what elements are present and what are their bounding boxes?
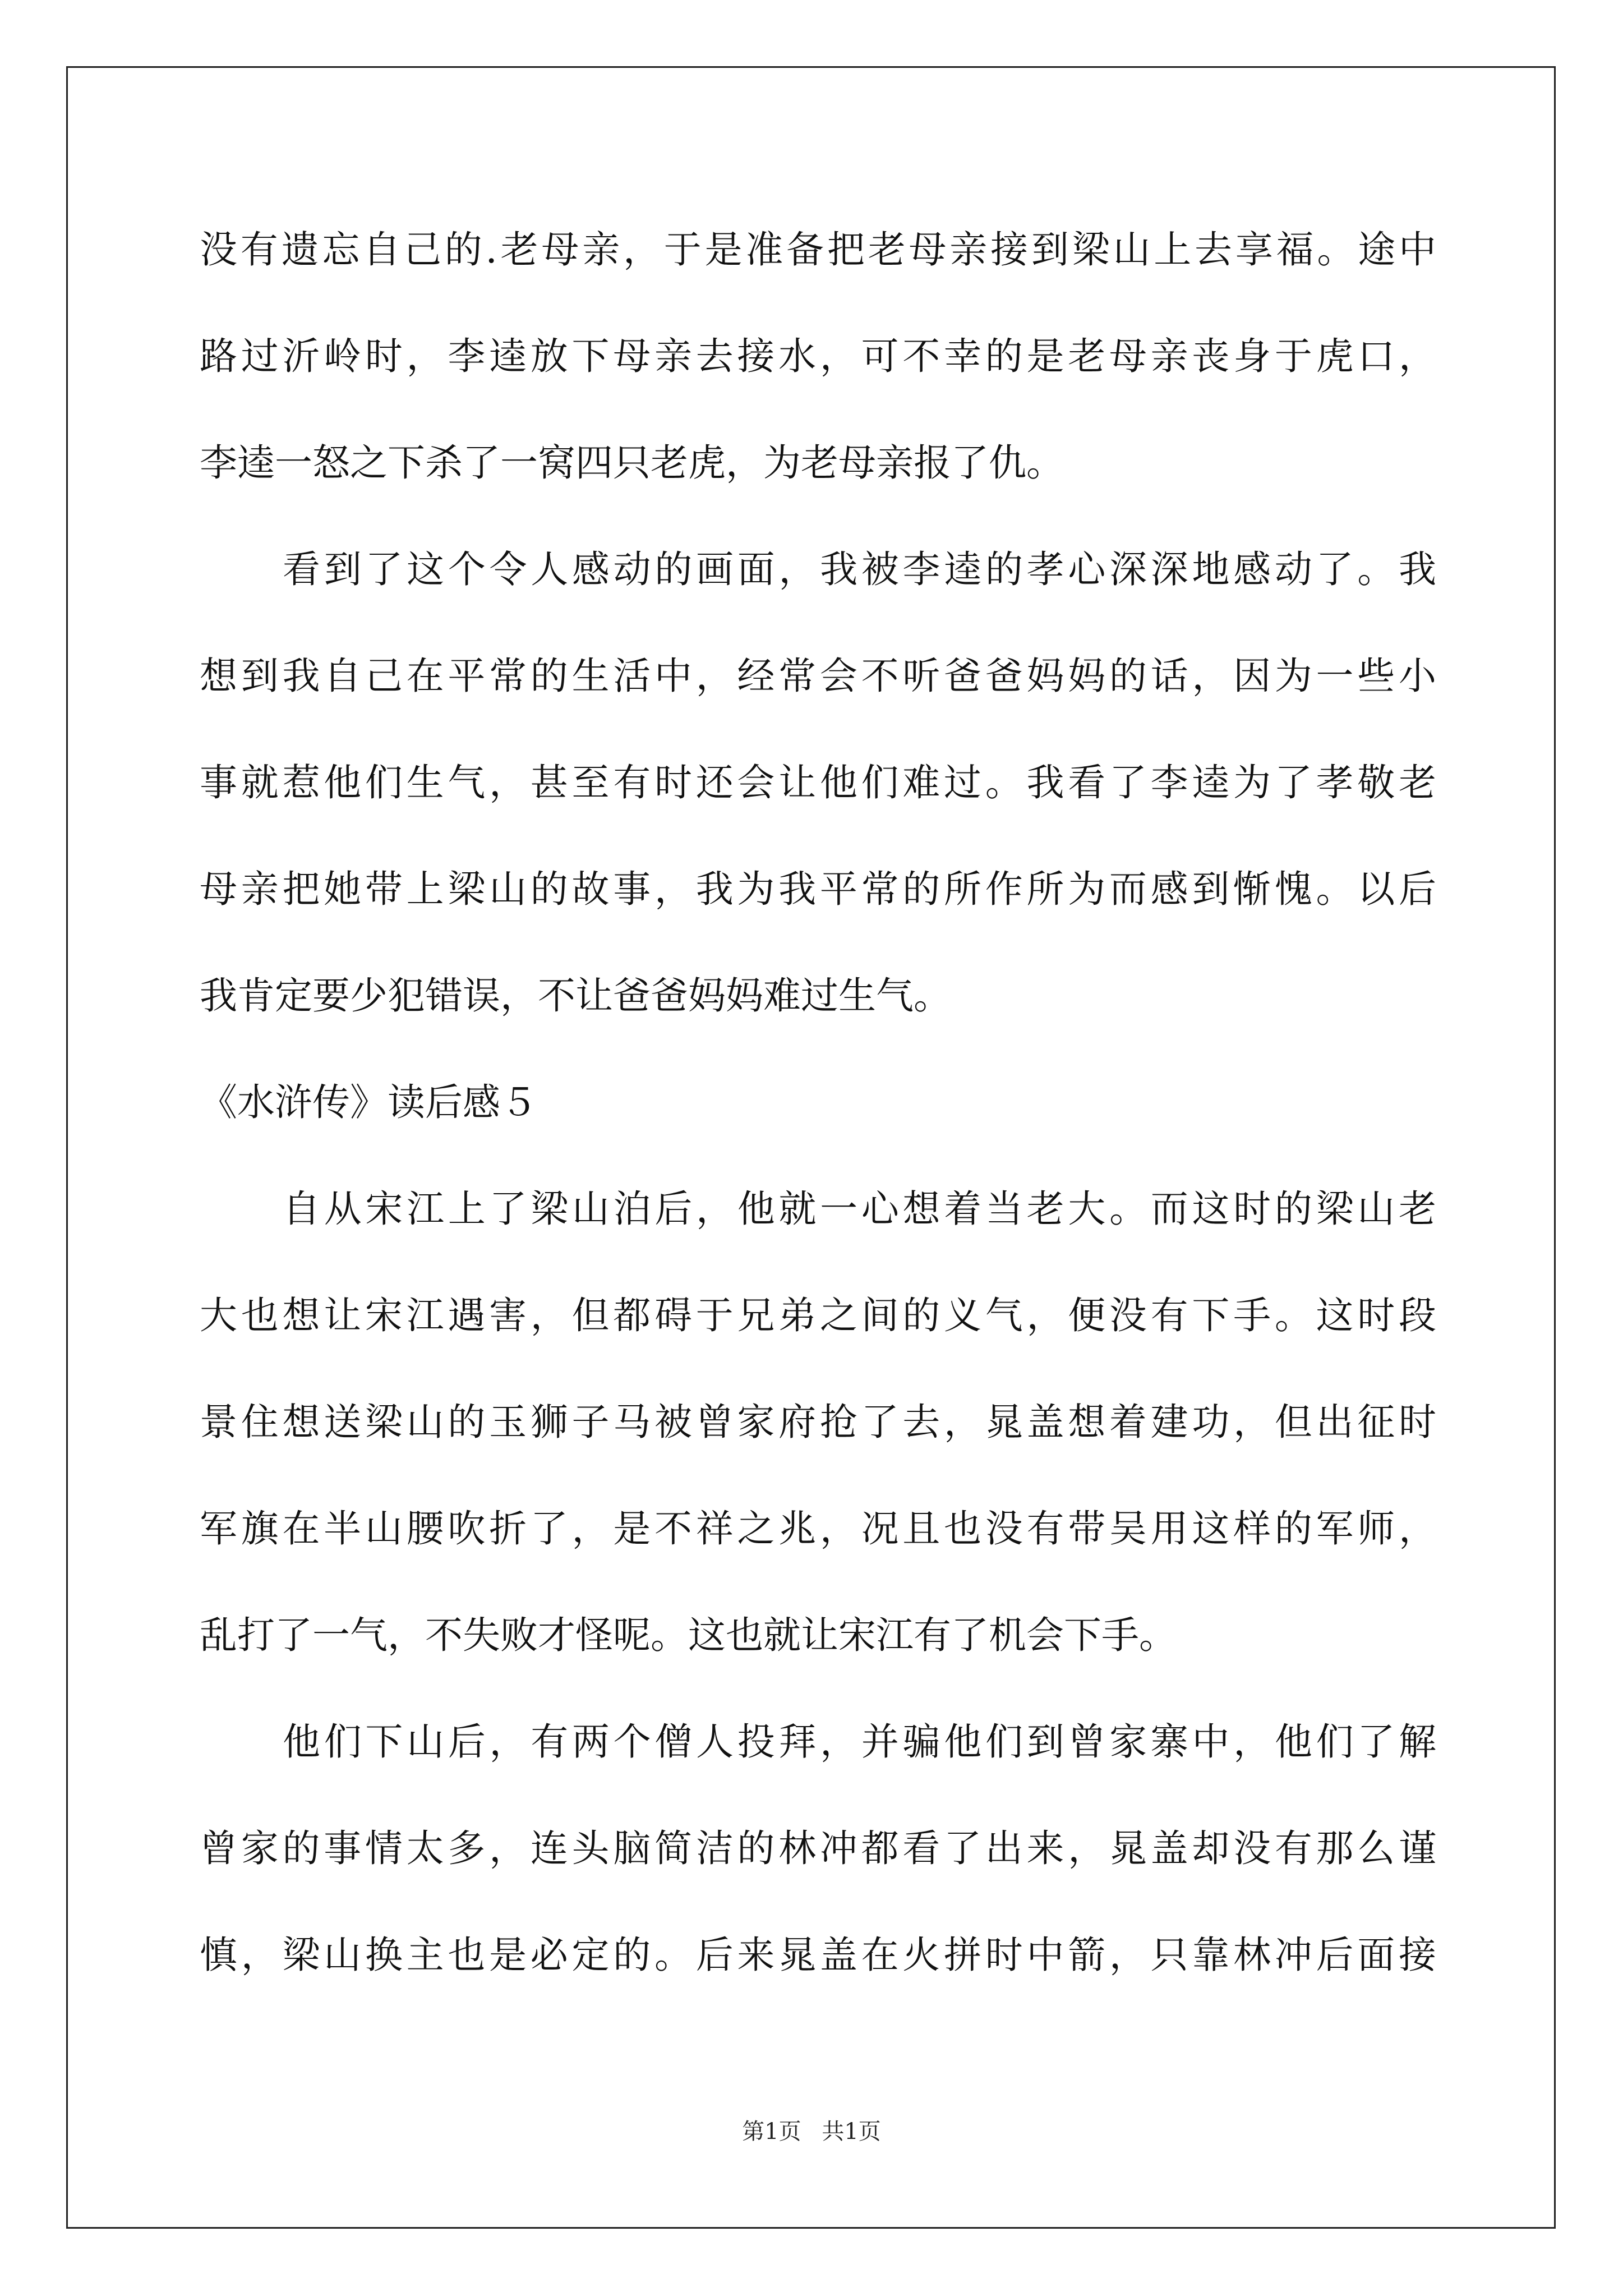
text-line: 自从宋江上了梁山泊后，他就一心想着当老大。而这时的梁山老 <box>283 1187 1436 1231</box>
text-line: 我肯定要少犯错误，不让爸爸妈妈难过生气。 <box>200 974 951 1018</box>
paragraph-1 <box>200 196 1436 516</box>
text-line: 慎，梁山换主也是必定的。后来晁盖在火拼时中箭，只靠林冲后面接 <box>200 1933 1436 1977</box>
section-heading: 《水浒传》读后感５ <box>200 1080 538 1124</box>
text-line: 乱打了一气，不失败才怪呢。这也就让宋江有了机会下手。 <box>200 1613 1177 1657</box>
page-total: 共1页 <box>822 2119 881 2145</box>
text-line: 景住想送梁山的玉狮子马被曾家府抢了去，晁盖想着建功，但出征时 <box>200 1400 1436 1444</box>
text-line: 没有遗忘自己的.老母亲，于是准备把老母亲接到梁山上去享福。途中 <box>200 228 1436 272</box>
page-footer <box>0 2114 1623 2146</box>
text-line: 曾家的事情太多，连头脑简洁的林冲都看了出来，晁盖却没有那么谨 <box>200 1826 1436 1870</box>
text-line: 军旗在半山腰吹折了，是不祥之兆，况且也没有带吴用这样的军师， <box>200 1507 1436 1550</box>
paragraph-3 <box>200 1156 1436 1688</box>
paragraph-2 <box>200 516 1436 1049</box>
page-number: 第1页 <box>742 2119 801 2145</box>
text-line: 大也想让宋江遇害，但都碍于兄弟之间的义气，便没有下手。这时段 <box>200 1294 1436 1337</box>
text-line: 路过沂岭时，李逵放下母亲去接水，可不幸的是老母亲丧身于虎口， <box>200 334 1436 378</box>
text-line: 他们下山后，有两个僧人投拜，并骗他们到曾家寨中，他们了解 <box>283 1720 1436 1764</box>
paragraph-4 <box>200 1688 1436 2008</box>
document-body <box>200 196 1436 2008</box>
text-line: 李逵一怒之下杀了一窝四只老虎，为老母亲报了仇。 <box>200 441 1064 485</box>
text-line: 母亲把她带上梁山的故事，我为我平常的所作所为而感到惭愧。以后 <box>200 867 1436 911</box>
text-line: 看到了这个令人感动的画面，我被李逵的孝心深深地感动了。我 <box>283 547 1436 591</box>
text-line: 想到我自己在平常的生活中，经常会不听爸爸妈妈的话，因为一些小 <box>200 654 1436 698</box>
text-line: 事就惹他们生气，甚至有时还会让他们难过。我看了李逵为了孝敬老 <box>200 761 1436 804</box>
